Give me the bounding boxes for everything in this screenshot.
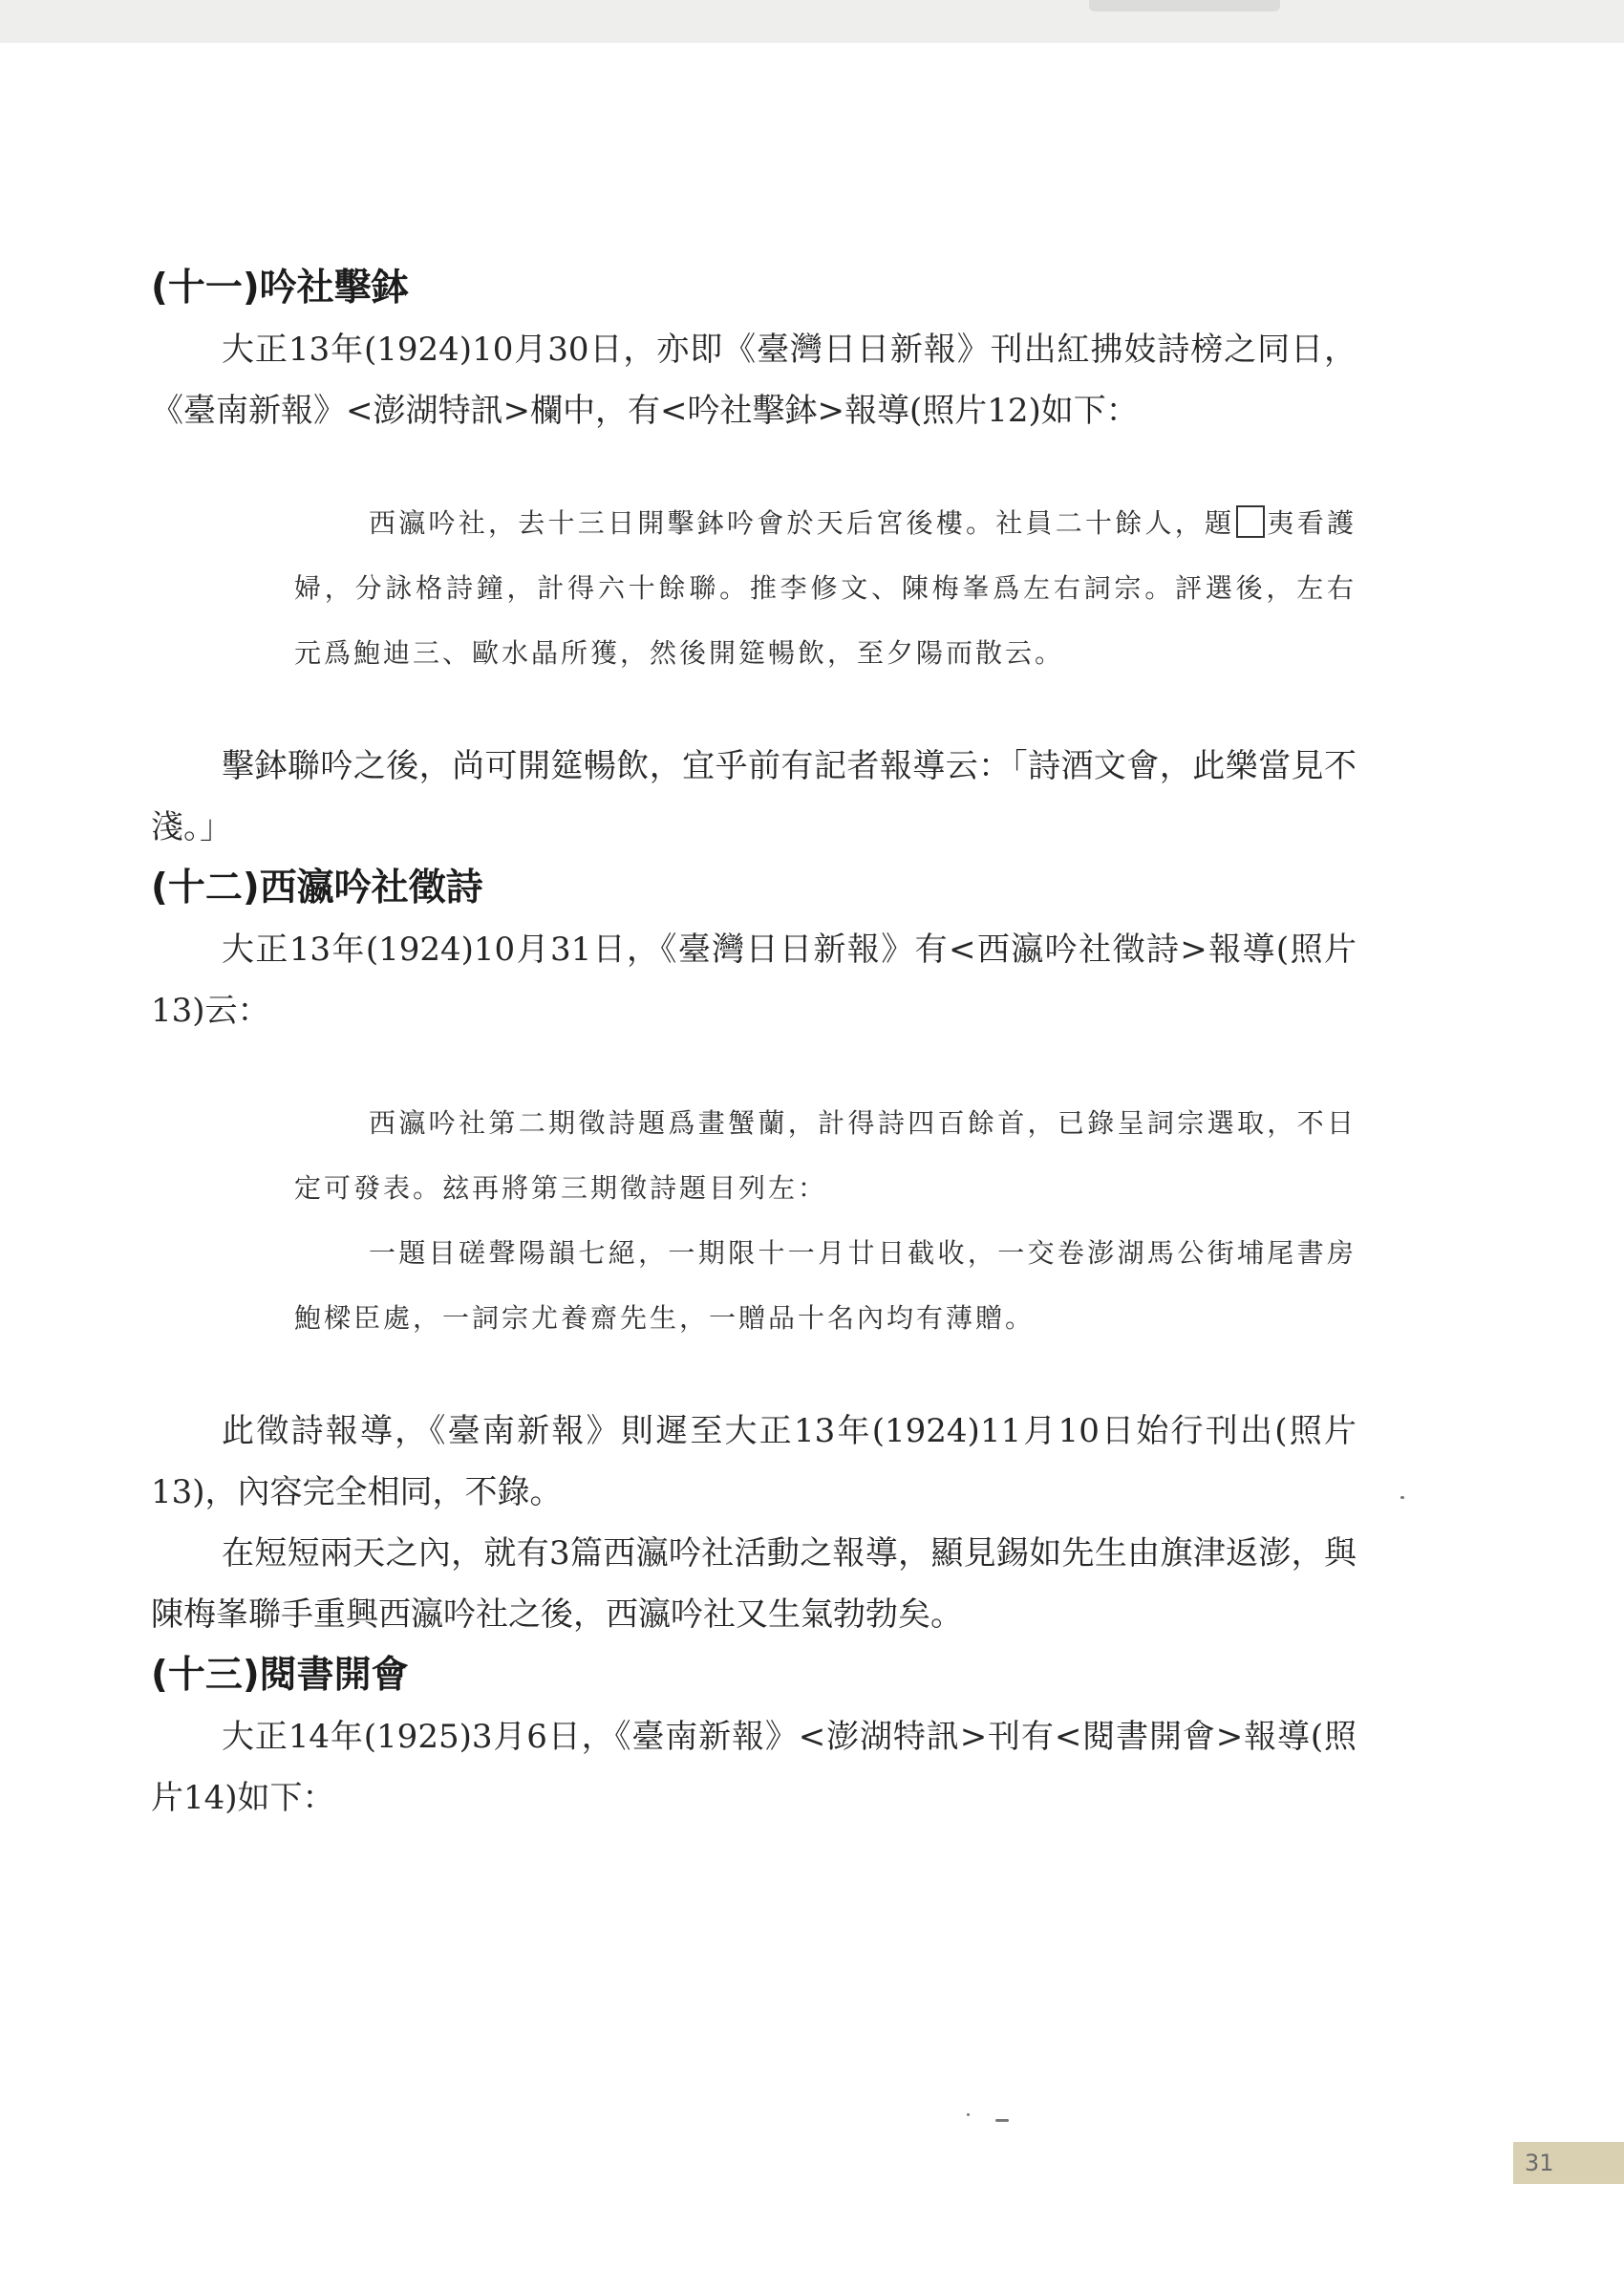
section-11-quote	[294, 491, 1357, 686]
missing-character-box	[1236, 505, 1265, 538]
scan-top-strip	[0, 0, 1624, 43]
section-13-intro: 大正14年(1925)3月6日，《臺南新報》<澎湖特訊>刊有<閱書開會>報導(照片14)如下：	[151, 1718, 1357, 1817]
scan-speck	[967, 2113, 970, 2116]
scan-speck	[995, 2119, 1009, 2122]
section-heading-12: (十二)西瀛吟社徵詩	[151, 867, 483, 910]
section-11-after: 擊鉢聯吟之後，尚可開筵暢飲，宜乎前有記者報導云：「詩酒文會，此樂當見不淺。」	[151, 747, 1357, 846]
section-heading-13: (十三)閱書開會	[151, 1654, 409, 1697]
section-12-intro: 大正13年(1924)10月31日，《臺灣日日新報》有<西瀛吟社徵詩>報導(照片13)云：	[151, 931, 1357, 1030]
section-11-intro: 大正13年(1924)10月30日，亦即《臺灣日日新報》刊出紅拂妓詩榜之同日，《臺南新報》<澎湖特訊>欄中，有<吟社擊鉢>報導(照片12)如下：	[151, 331, 1357, 430]
section-heading-11: (十一)吟社擊鉢	[151, 267, 409, 310]
scan-speck	[1400, 1496, 1404, 1499]
section-12-quote	[294, 1091, 1357, 1351]
section-12-after-1: 此徵詩報導，《臺南新報》則遲至大正13年(1924)11月10日始行刊出(照片13)，內容完全相同，不錄。	[151, 1412, 1357, 1511]
quote-12-paragraph-2: 一題目磋聲陽韻七絕，一期限十一月廿日截收，一交卷澎湖馬公街埔尾書房鮑樑臣處，一詞宗尤養齋先生，一贈品十名內均有薄贈。	[294, 1237, 1357, 1334]
quote-12-paragraph-1: 西瀛吟社第二期徵詩題爲畫蟹蘭，計得詩四百餘首，已錄呈詞宗選取，不日定可發表。玆再將第三期徵詩題目列左：	[294, 1107, 1357, 1204]
quote-11-text-a: 西瀛吟社，去十三日開擊鉢吟會於天后宮後樓。社員二十餘人，題	[369, 507, 1235, 539]
page-number: 31	[1513, 2142, 1624, 2184]
scan-smudge	[1089, 0, 1280, 11]
page-content	[151, 258, 1357, 1829]
quote-11-text-b: 夷看護婦，分詠格詩鐘，計得六十餘聯。推李修文、陳梅峯爲左右詞宗。評選後，左右元爲鮑迪三、歐水晶所獲，然後開筵暢飲，至夕陽而散云。	[294, 507, 1357, 669]
section-12-after-2: 在短短兩天之內，就有3篇西瀛吟社活動之報導，顯見錫如先生由旗津返澎，與陳梅峯聯手重興西瀛吟社之後，西瀛吟社又生氣勃勃矣。	[151, 1534, 1357, 1634]
